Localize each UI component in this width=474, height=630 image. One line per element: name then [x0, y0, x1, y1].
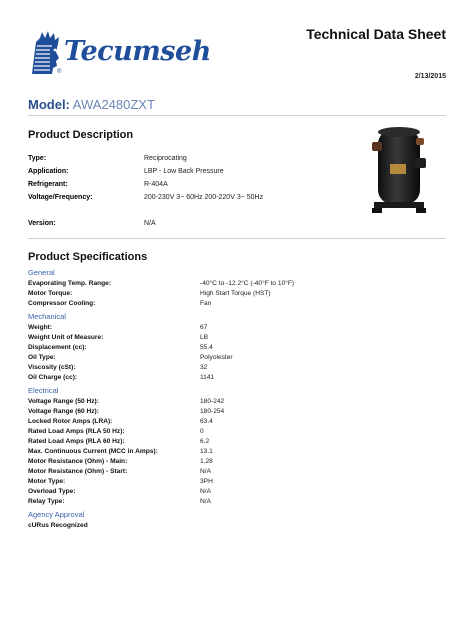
spec-row: [28, 343, 448, 353]
desc-row-refrigerant: [28, 178, 328, 191]
model-line: [28, 97, 155, 112]
spec-key: Evaporating Temp. Range:: [28, 280, 112, 287]
compressor-icon: [370, 124, 428, 216]
document-date: 2/13/2015: [414, 73, 446, 80]
spec-key: Relay Type:: [28, 498, 65, 505]
spec-row: [28, 477, 448, 487]
divider: [28, 115, 446, 116]
desc-key: Version:: [28, 220, 56, 227]
group-title-general: General: [28, 268, 55, 277]
spec-key: Max. Continuous Current (MCC in Amps):: [28, 448, 158, 455]
spec-key: Overload Type:: [28, 488, 76, 495]
spec-value: N/A: [200, 468, 211, 475]
spec-key: Viscosity (cSt):: [28, 364, 76, 371]
desc-row-type: [28, 152, 328, 165]
spec-value: 6.2: [200, 438, 210, 445]
spec-row: [28, 323, 448, 333]
spec-key: Oil Charge (cc):: [28, 374, 78, 381]
spec-value: 63.4: [200, 418, 213, 425]
spec-key: Motor Resistance (Ohm) - Main:: [28, 458, 128, 465]
spec-row: [28, 333, 448, 343]
desc-value: Reciprocating: [144, 155, 187, 162]
spec-row: [28, 373, 448, 383]
compressor-image: [370, 124, 428, 216]
spec-value: 180-242: [200, 398, 225, 405]
spec-row: [28, 437, 448, 447]
spec-row: [28, 289, 448, 299]
spec-key: Voltage Range (50 Hz):: [28, 398, 99, 405]
spec-row: [28, 497, 448, 507]
spec-key: Rated Load Amps (RLA 50 Hz):: [28, 428, 125, 435]
spec-value: 3PH: [200, 478, 213, 485]
desc-value: N/A: [144, 220, 156, 227]
spec-key: Rated Load Amps (RLA 60 Hz):: [28, 438, 125, 445]
spec-row: [28, 417, 448, 427]
group-title-electrical: Electrical: [28, 386, 59, 395]
spec-key: Locked Rotor Amps (LRA):: [28, 418, 113, 425]
spec-row: [28, 363, 448, 373]
spec-value: LB: [200, 334, 209, 341]
spec-value: N/A: [200, 498, 211, 505]
spec-value: N/A: [200, 488, 211, 495]
spec-row: [28, 457, 448, 467]
registered-mark: ®: [57, 69, 62, 75]
spec-key: Oil Type:: [28, 354, 56, 361]
agency-item: cURus Recognized: [28, 522, 88, 529]
desc-value: LBP - Low Back Pressure: [144, 168, 224, 175]
spec-key: Displacement (cc):: [28, 344, 87, 351]
desc-row-version: [28, 217, 328, 230]
model-value: AWA2480ZXT: [72, 97, 155, 112]
spec-key: Voltage Range (60 Hz):: [28, 408, 99, 415]
spec-value: 55.4: [200, 344, 213, 351]
desc-value: 200-230V 3~ 60Hz 200-220V 3~ 50Hz: [144, 194, 264, 201]
group-title-agency-approval: Agency Approval: [28, 510, 85, 519]
spec-row: [28, 467, 448, 477]
spec-value: Fan: [200, 300, 212, 307]
spec-key: Motor Torque:: [28, 290, 73, 297]
spec-value: High Start Torque (HST): [200, 290, 271, 297]
spec-key: Compressor Cooling:: [28, 300, 96, 307]
spec-row: [28, 427, 448, 437]
spec-value: Polyolester: [200, 354, 233, 361]
model-label: Model:: [28, 97, 70, 112]
spec-value: 32: [200, 364, 208, 371]
desc-key: Refrigerant:: [28, 181, 68, 188]
spec-value: 180-254: [200, 408, 225, 415]
spec-value: 1141: [200, 374, 215, 381]
document-title: Technical Data Sheet: [306, 26, 446, 42]
product-description-title: Product Description: [28, 129, 134, 141]
spec-value: 0: [200, 428, 204, 435]
group-title-mechanical: Mechanical: [28, 312, 66, 321]
desc-key: Application:: [28, 168, 69, 175]
product-specifications-title: Product Specifications: [28, 251, 148, 263]
spec-row: [28, 447, 448, 457]
desc-value: R-404A: [144, 181, 168, 188]
desc-key: Voltage/Frequency:: [28, 194, 93, 201]
desc-row-application: [28, 165, 328, 178]
spec-value: -40°C to -12.2°C (-40°F to 10°F): [200, 280, 295, 287]
spec-row: [28, 299, 448, 309]
spec-key: Motor Type:: [28, 478, 66, 485]
spec-row: [28, 407, 448, 417]
spec-value: 67: [200, 324, 208, 331]
desc-row-voltage-frequency: [28, 191, 328, 217]
divider: [28, 238, 446, 239]
spec-value: 1.28: [200, 458, 213, 465]
brand-wordmark: Tecumseh: [64, 36, 211, 67]
spec-key: Motor Resistance (Ohm) - Start:: [28, 468, 128, 475]
spec-row: [28, 279, 448, 289]
desc-key: Type:: [28, 155, 47, 162]
spec-key: Weight:: [28, 324, 53, 331]
spec-row: [28, 487, 448, 497]
spec-row: [28, 353, 448, 363]
spec-key: Weight Unit of Measure:: [28, 334, 104, 341]
spec-row: [28, 397, 448, 407]
tecumseh-logo: [26, 28, 211, 78]
spec-value: 13.1: [200, 448, 213, 455]
